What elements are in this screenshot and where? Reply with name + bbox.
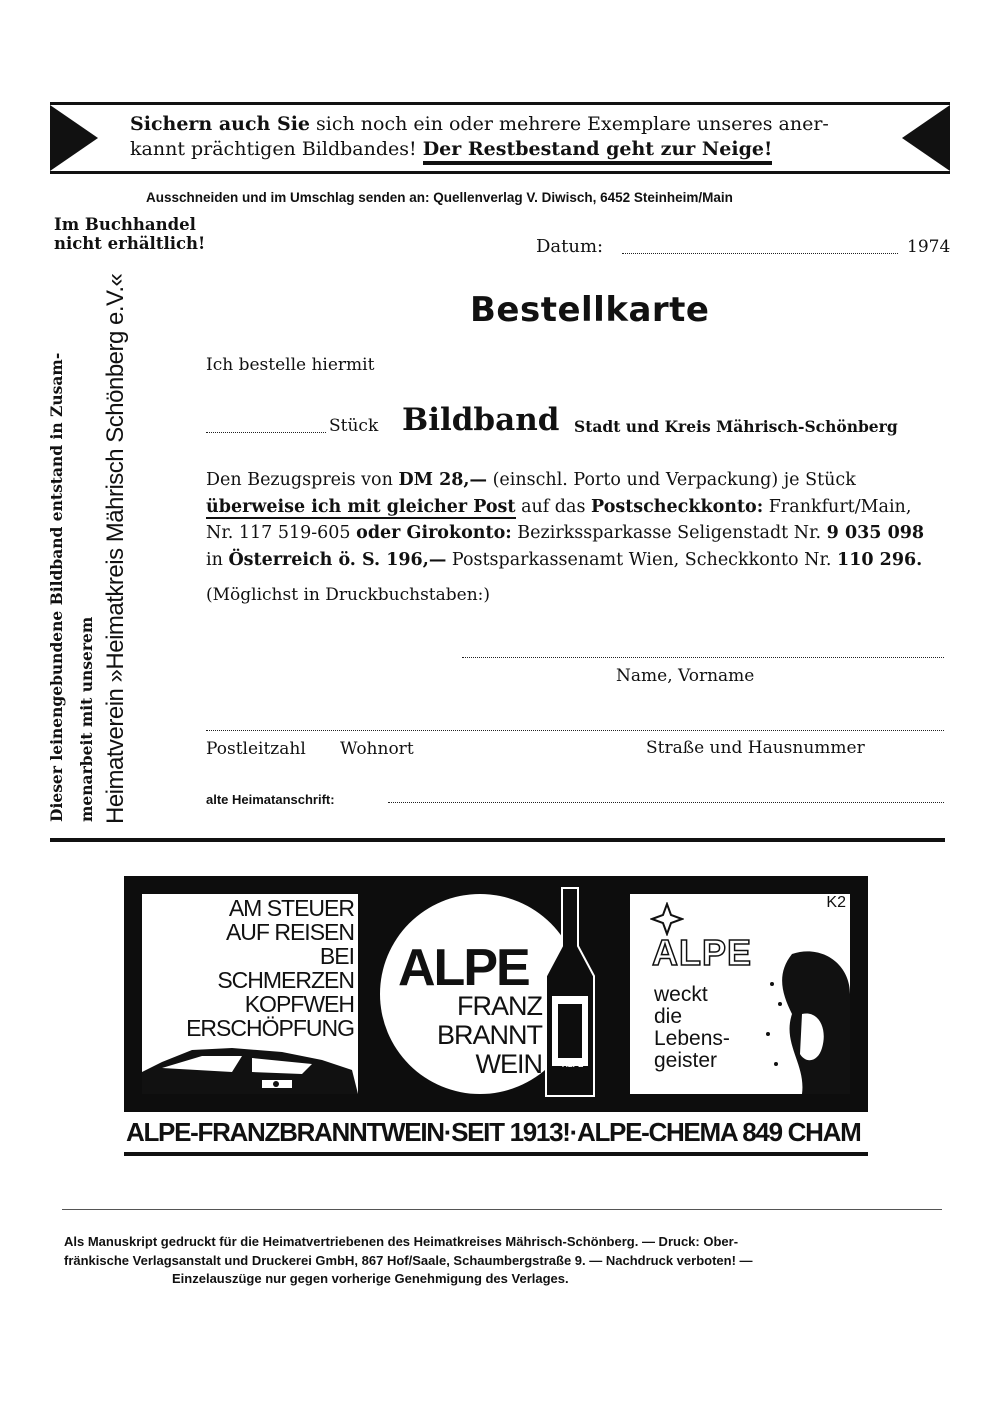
side-text-line-1: Dieser leinengebundene Bildband entstand in Zusam- [47,352,66,822]
triangle-right-icon [902,105,950,171]
ad-slogan-line-4: geister [654,1049,718,1072]
ad-product-line-2: BRANNT [436,1020,542,1050]
banner-line-1-bold: Sichern auch Sie [130,113,310,135]
ad-panel-symptoms [142,894,358,1094]
notice-line-1: Im Buchhandel [54,215,196,234]
banner-line-1-text: sich noch ein oder mehrere Exemplare unseres aner- [316,113,829,135]
notice-line-2: nicht erhältlich! [54,234,206,253]
payment-paragraph [206,467,924,573]
bottle-label: ALPE [562,1060,584,1069]
car-illustration-icon [142,1042,358,1094]
ad-brand-outline: ALPE [652,932,753,973]
not-in-stores-notice [54,215,205,253]
woman-portrait-icon [762,944,850,1094]
footer-line-1: Als Manuskript gedruckt für die Heimatvertriebenen des Heimatkreises Mährisch-Schönberg. — Druck: Ober- [64,1234,739,1249]
ad-panel-slogan [630,894,850,1094]
name-field[interactable] [462,645,944,658]
old-address-field[interactable] [388,790,944,803]
ad-symptom-4: SCHMERZEN [217,967,354,993]
banner [50,102,950,174]
date-label: Datum: [536,236,604,257]
street-label: Straße und Hausnummer [646,738,865,758]
mailing-instruction: Ausschneiden und im Umschlag senden an: Quellenverlag V. Diwisch, 6452 Steinheim/Main [146,190,733,205]
advertisement [124,876,868,1112]
ad-symptom-2: AUF REISEN [225,919,354,945]
city-label: Wohnort [340,739,414,759]
ad-product-line-3: WEIN [475,1049,542,1079]
ad-underline [124,1152,868,1156]
payment-line-4: in Österreich ö. S. 196,— Postsparkassenamt Wien, Scheckkonto Nr. 110 296. [206,549,923,570]
star-logo-icon [650,902,684,936]
ad-code: K2 [826,894,846,911]
banner-line-1 [130,113,829,135]
capitals-note: (Möglichst in Druckbuchstaben:) [206,585,491,605]
ad-brand-large: ALPE [398,939,529,997]
cut-line [50,838,945,842]
stueck-label: Stück [329,416,379,436]
footer-rule [62,1209,942,1210]
footer-line-3: Einzelauszüge nur gegen vorherige Genehmigung des Verlages. [172,1271,569,1286]
banner-line-2-bold: Der Restbestand geht zur Neige! [423,138,773,165]
ad-symptom-1: AM STEUER [228,895,354,921]
footer-line-2: fränkische Verlagsanstalt und Druckerei GmbH, 867 Hof/Saale, Schaumbergstraße 9. — Nachdruck verboten! — [64,1252,753,1268]
side-text-line-2: menarbeit mit unserem [77,616,96,822]
address-field[interactable] [206,718,944,731]
payment-line-2: überweise ich mit gleicher Post auf das Postscheckkonto: Frankfurt/Main, [206,496,912,517]
payment-line-3: Nr. 117 519-605 oder Girokonto: Bezirkssparkasse Seligenstadt Nr. 9 035 098 [206,523,925,543]
banner-line-2 [130,138,772,160]
postcode-label: Postleitzahl [206,739,306,759]
name-label: Name, Vorname [616,666,755,686]
form-title: Bestellkarte [470,290,710,330]
footer-imprint [64,1233,753,1289]
ad-symptom-5: KOPFWEH [244,991,354,1017]
date-year: 1974 [907,237,951,257]
order-intro: Ich bestelle hiermit [206,355,375,375]
ad-slogan-line: ALPE-FRANZBRANNTWEIN·SEIT 1913!·ALPE-CHEMA 849 CHAM [126,1117,861,1147]
ad-symptom-6: ERSCHÖPFUNG [186,1015,354,1041]
payment-line-1: Den Bezugspreis von DM 28,— (einschl. Porto und Verpackung) je Stück [206,470,856,490]
ad-symptom-3: BEI [319,943,354,969]
product-subtitle: Stadt und Kreis Mährisch-Schönberg [574,417,898,436]
ad-slogan-line-3: Lebens- [654,1027,730,1050]
ad-panel-product [380,876,608,1112]
ad-slogan-line-2: die [654,1005,683,1028]
date-field[interactable] [622,238,898,254]
banner-line-2-text: kannt prächtigen Bildbandes! [130,138,417,160]
quantity-field[interactable] [206,418,326,433]
product-name: Bildband [402,402,560,438]
ad-product-line-1: FRANZ [457,991,542,1021]
ad-slogan-line-1: weckt [654,983,708,1006]
side-text-line-3: Heimatverein »Heimatkreis Mährisch Schönberg e.V.« [102,273,129,824]
triangle-left-icon [50,105,98,171]
old-address-label: alte Heimatanschrift: [206,792,335,807]
